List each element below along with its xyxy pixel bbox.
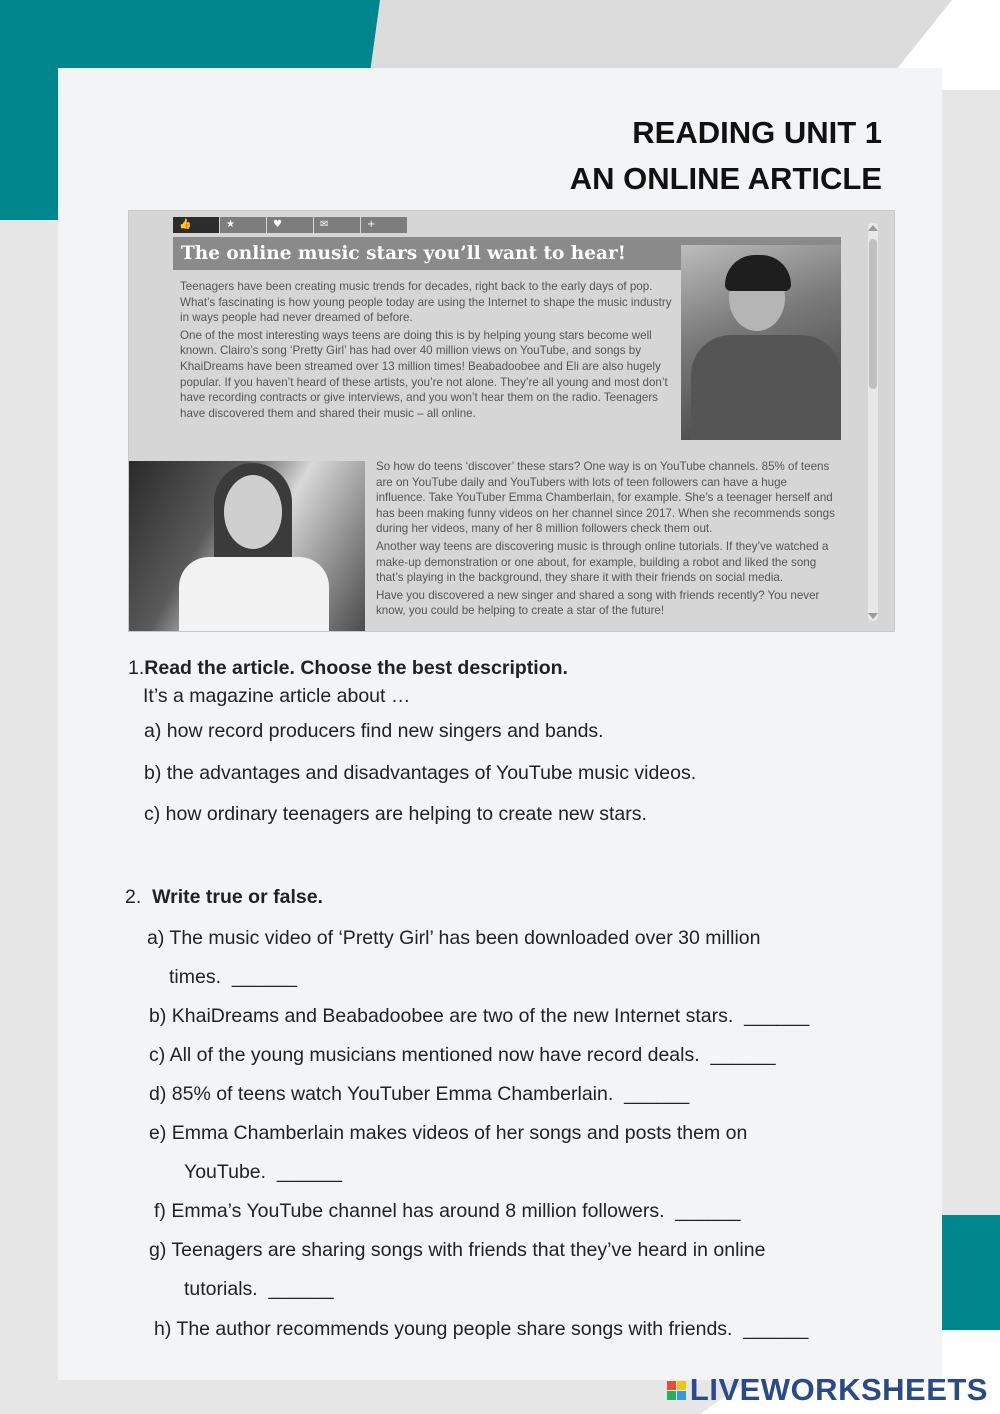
article-toolbar <box>173 217 408 233</box>
singer-photo <box>681 245 841 440</box>
answer-blank[interactable]: ______ <box>743 1318 809 1340</box>
question-prompt: Write true or false. <box>152 886 323 908</box>
liveworksheets-logo[interactable] <box>667 1372 988 1408</box>
page-title <box>570 110 882 202</box>
statement-e: e) Emma Chamberlain makes videos of her songs and posts them on <box>149 1122 748 1144</box>
logo-square <box>677 1381 686 1390</box>
article-paragraph: Have you discovered a new singer and shared a song with friends recently? You never know, you could be helping to create a star of the future! <box>376 588 820 618</box>
answer-option-a[interactable]: a) how record producers find new singers and bands. <box>144 720 604 742</box>
answer-blank[interactable]: ______ <box>624 1083 690 1105</box>
scroll-down-icon[interactable] <box>868 613 878 619</box>
statement-c: c) All of the young musicians mentioned now have record deals. ______ <box>149 1044 776 1066</box>
scroll-up-icon[interactable] <box>868 225 878 231</box>
logo-square <box>667 1381 676 1390</box>
article-paragraph: One of the most interesting ways teens are doing this is by helping young stars become well known. Clairo’s song ‘Pretty Girl’ has had over 40 million views on YouTube, and songs by KhaiDreams have been streamed over 13 million times! Beabadoobee and Eli are also hugely popular. If you haven’t heard of these artists, you’re not alone. They’re all young and most don’t have recording contracts or give interviews, and you won’t hear them on the radio. Teenagers have discovered them and shared their music – all online. <box>180 328 668 420</box>
mail-icon[interactable]: ✉ <box>314 217 361 233</box>
statement-d: d) 85% of teens watch YouTuber Emma Chamberlain. ______ <box>149 1083 690 1105</box>
statement-f: f) Emma’s YouTube channel has around 8 million followers. ______ <box>154 1200 741 1222</box>
article-column-bottom <box>376 459 836 621</box>
article-scrollbar[interactable] <box>868 223 878 621</box>
logo-square <box>667 1391 676 1400</box>
answer-blank[interactable]: ______ <box>710 1044 776 1066</box>
logo-icon <box>667 1381 686 1400</box>
logo-text: LIVEWORKSHEETS <box>689 1372 988 1407</box>
answer-blank[interactable]: ______ <box>231 966 297 988</box>
article-paragraph: So how do teens ‘discover’ these stars? One way is on YouTube channels. 85% of teens are on YouTube daily and YouTubers with lots of teen followers can have a huge influence. Take YouTuber Emma Chamberlain, for example. She’s a teenager herself and has been making funny videos on her channel since 2017. When she recommends songs during her videos, many of her 8 million followers check them out. <box>376 460 835 536</box>
heart-icon[interactable]: ♥ <box>267 217 314 233</box>
question-2-heading <box>125 886 323 909</box>
statement-e-cont: YouTube. ______ <box>184 1161 342 1183</box>
question-prompt: Read the article. Choose the best description. <box>144 657 568 679</box>
emma-chamberlain-photo <box>129 461 365 632</box>
statement-g: g) Teenagers are sharing songs with friends that they’ve heard in online <box>149 1239 766 1261</box>
answer-blank[interactable]: ______ <box>675 1200 741 1222</box>
article-screenshot <box>128 210 895 632</box>
thumbs-up-icon[interactable]: 👍 <box>173 217 220 233</box>
plus-icon[interactable]: + <box>361 217 408 233</box>
scroll-thumb[interactable] <box>869 239 877 389</box>
question-1-heading <box>128 657 568 680</box>
logo-square <box>677 1391 686 1400</box>
answer-option-c[interactable]: c) how ordinary teenagers are helping to create new stars. <box>144 803 647 825</box>
statement-a-cont: times. ______ <box>169 966 297 988</box>
article-column-top <box>180 279 676 423</box>
statement-h: h) The author recommends young people share songs with friends. ______ <box>154 1318 809 1340</box>
answer-option-b[interactable]: b) the advantages and disadvantages of YouTube music videos. <box>144 762 697 784</box>
statement-a: a) The music video of ‘Pretty Girl’ has been downloaded over 30 million <box>147 927 761 949</box>
question-1-stem: It’s a magazine article about … <box>143 685 411 707</box>
article-paragraph: Teenagers have been creating music trends for decades, right back to the early days of pop. What’s fascinating is how young people today are using the Internet to shape the music industry in ways people had never dreamed of before. <box>180 280 672 325</box>
answer-blank[interactable]: ______ <box>268 1278 334 1300</box>
star-icon[interactable]: ★ <box>220 217 267 233</box>
title-line-1: READING UNIT 1 <box>632 115 882 150</box>
title-line-2: AN ONLINE ARTICLE <box>569 161 882 196</box>
article-headline: The online music stars you’ll want to hear! <box>173 237 841 270</box>
article-paragraph: Another way teens are discovering music is through online tutorials. If they’ve watched a make-up demonstration or one about, for example, building a robot and liked the song that’s playing in the background, they share it with their friends on social media. <box>376 539 829 585</box>
answer-blank[interactable]: ______ <box>744 1005 810 1027</box>
statement-g-cont: tutorials. ______ <box>184 1278 334 1300</box>
statement-b: b) KhaiDreams and Beabadoobee are two of the new Internet stars. ______ <box>149 1005 810 1027</box>
question-number: 1. <box>128 657 145 679</box>
answer-blank[interactable]: ______ <box>276 1161 342 1183</box>
question-number: 2. <box>125 886 142 908</box>
